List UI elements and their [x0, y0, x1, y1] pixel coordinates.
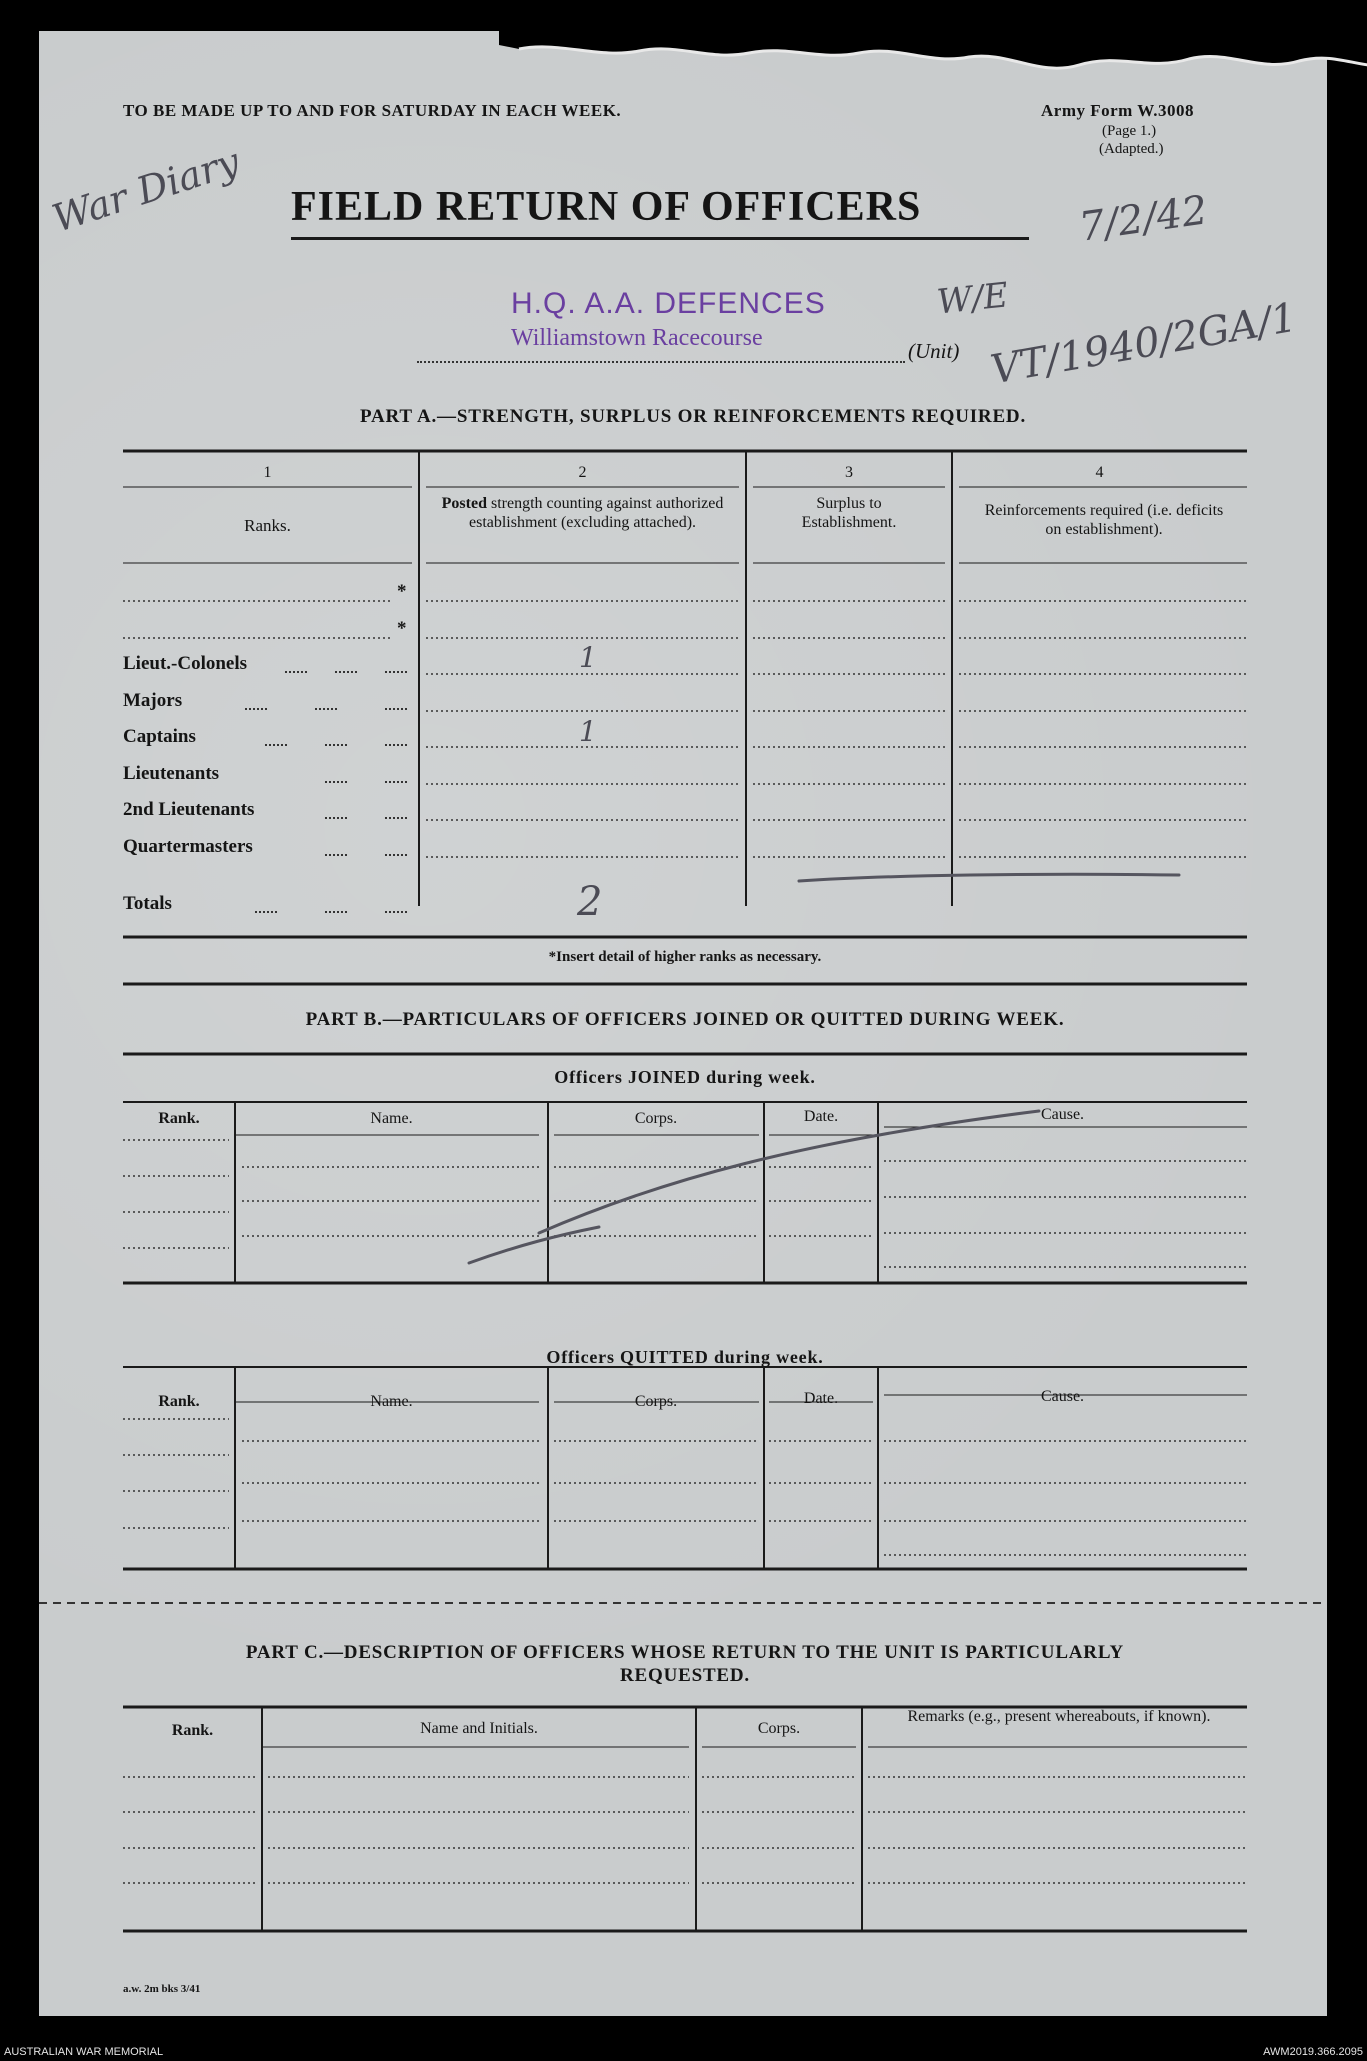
rank-lieutenants: Lieutenants: [123, 763, 220, 784]
adapted-note: (Adapted.): [1099, 141, 1164, 157]
rank-2nd-lieutenants: 2nd Lieutenants: [123, 799, 255, 820]
leader-dots: [285, 671, 307, 673]
partc-col-corps: Corps.: [757, 1720, 801, 1737]
joined-col-rank: Rank.: [158, 1110, 200, 1127]
leader-dots: [325, 817, 347, 819]
leader-dots: [255, 911, 277, 913]
handwritten-date: 7/2/42: [1076, 187, 1211, 251]
leader-dots: [385, 817, 407, 819]
leader-dots: [335, 671, 357, 673]
leader-dots: [325, 911, 347, 913]
handwritten-reference: VT/1940/2GA/1: [987, 294, 1301, 394]
joined-col-corps: Corps.: [634, 1110, 678, 1127]
unit-label: (Unit): [908, 339, 960, 363]
leader-dots: [325, 781, 347, 783]
margin-note-handwritten: War Diary: [47, 139, 245, 241]
print-code: a.w. 2m bks 3/41: [123, 1983, 201, 1995]
rank-quartermasters: Quartermasters: [123, 836, 253, 857]
quitted-col-rank: Rank.: [158, 1393, 200, 1410]
quitted-col-corps: Corps.: [634, 1393, 678, 1410]
partc-col-rank: Rank.: [171, 1722, 214, 1739]
col2-header: [431, 494, 734, 532]
form-title: FIELD RETURN OF OFFICERS: [291, 184, 922, 230]
totals-label: Totals: [123, 893, 172, 914]
col1-number: 1: [263, 464, 272, 481]
quitted-heading: Officers QUITTED during week.: [546, 1347, 824, 1367]
quitted-col-date: Date.: [803, 1390, 839, 1407]
leader-dots: [325, 744, 347, 746]
part-b-heading: PART B.—PARTICULARS OF OFFICERS JOINED OR QUITTED DURING WEEK.: [305, 1009, 1065, 1030]
leader-dots: [385, 854, 407, 856]
leader-dots: [385, 781, 407, 783]
partc-col-remarks: Remarks (e.g., present whereabouts, if known).: [907, 1708, 1211, 1725]
posted-captains: 1: [579, 715, 597, 748]
col3-number: 3: [845, 464, 853, 481]
col1-header: Ranks.: [244, 516, 291, 535]
page-note: (Page 1.): [1102, 123, 1157, 139]
rank-captains: Captains: [123, 726, 196, 747]
col2-header-text: strength counting against authorized establishment (excluding attached).: [468, 495, 724, 531]
leader-dots: [325, 854, 347, 856]
joined-col-name: Name.: [370, 1110, 413, 1127]
leader-dots: [385, 744, 407, 746]
unit-stamp-line2: Williamstown Racecourse: [511, 325, 763, 351]
col3-header: Surplus to Establishment.: [801, 495, 897, 531]
footer-institution: AUSTRALIAN WAR MEMORIAL: [4, 2046, 164, 2058]
col4-number: 4: [1095, 464, 1104, 481]
rank-majors: Majors: [123, 690, 183, 711]
quitted-col-name: Name.: [370, 1393, 413, 1410]
partc-col-name: Name and Initials.: [420, 1720, 538, 1737]
leader-dots: [245, 708, 267, 710]
leader-dots: [385, 708, 407, 710]
weekly-instruction: TO BE MADE UP TO AND FOR SATURDAY IN EACH WEEK.: [123, 101, 622, 120]
unit-stamp-line1: H.Q. A.A. DEFENCES: [511, 287, 826, 320]
leader-dots: [265, 744, 287, 746]
part-c-heading-line1: PART C.—DESCRIPTION OF OFFICERS WHOSE RETURN TO THE UNIT IS PARTICULARLY: [245, 1642, 1125, 1663]
joined-heading: Officers JOINED during week.: [554, 1067, 816, 1087]
asterisk-1: *: [397, 581, 407, 602]
asterisk-2: *: [397, 618, 407, 639]
part-a-heading: PART A.—STRENGTH, SURPLUS OR REINFORCEMENTS REQUIRED.: [359, 406, 1026, 427]
part-a-footnote: *Insert detail of higher ranks as necessary.: [548, 949, 822, 965]
quitted-col-cause: Cause.: [1040, 1388, 1085, 1405]
leader-dots: [385, 911, 407, 913]
rank-lieut-colonels: Lieut.-Colonels: [123, 653, 248, 674]
posted-lieut-colonels: 1: [579, 641, 597, 674]
handwritten-we: W/E: [935, 275, 1011, 323]
col2-header-bold: Posted: [441, 495, 487, 512]
joined-col-cause: Cause.: [1040, 1106, 1085, 1123]
joined-col-date: Date.: [803, 1108, 839, 1125]
leader-dots: [385, 671, 407, 673]
form-number: Army Form W.3008: [1041, 101, 1194, 120]
part-c-heading-line2: REQUESTED.: [620, 1665, 750, 1686]
leader-dots: [315, 708, 337, 710]
form-paper: [39, 31, 1327, 2016]
footer-accession: AWM2019.366.2095: [1263, 2046, 1363, 2058]
surplus-dash-stroke: [799, 874, 1179, 881]
col2-number: 2: [578, 464, 587, 481]
col4-header: Reinforcements required (i.e. deficits on establishment).: [984, 502, 1224, 538]
posted-total: 2: [577, 879, 603, 925]
